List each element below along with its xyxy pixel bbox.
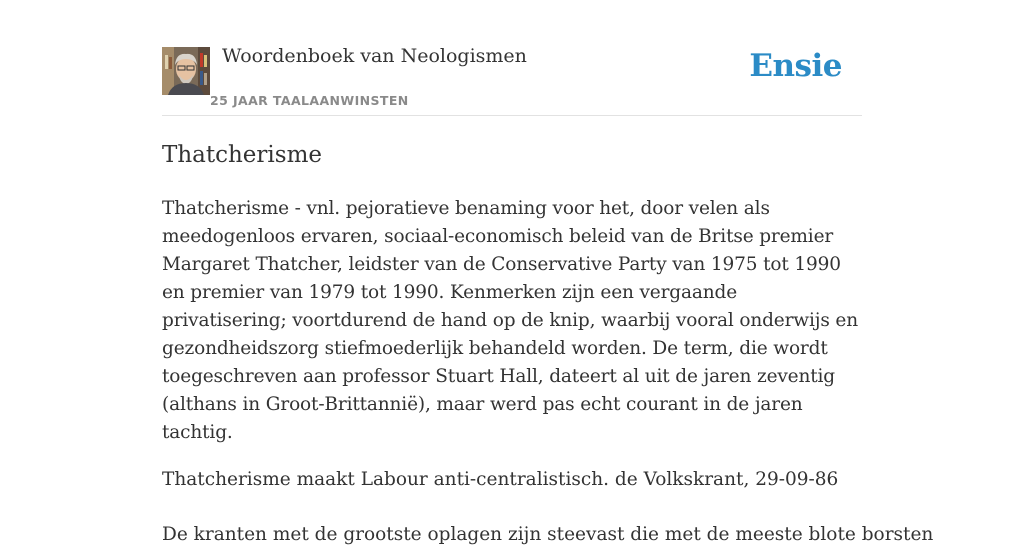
blog-header [162,0,862,116]
article-paragraph-quote: De kranten met de grootste oplagen zijn steevast die met de meeste blote borsten [162,524,934,545]
article-paragraph-definition: Thatcherisme - vnl. pejoratieve benaming voor het, door velen als meedogenloos ervaren, sociaal-economisch beleid van de Britse premier Margaret Thatcher, leidster van de Conservative Party van 1975 tot 1990 en premier van 1979 tot 1990. Kenmerken zijn een vergaande privatisering; voortdurend de hand op de knip, waarbij vooral onderwijs en gezondheidszorg stiefmoederlijk behandeld worden. De term, die wordt toegeschreven aan professor Stuart Hall, dateert al uit de jaren zeventig (althans in Groot-Brittannië), maar werd pas echt courant in de jaren tachtig. [162,198,858,443]
content-container [162,0,934,549]
ensie-logo[interactable]: Ensie [749,48,842,84]
author-portrait-icon [162,47,210,95]
article-paragraph-citation: Thatcherisme maakt Labour anti-centralistisch. de Volkskrant, 29-09-86 [162,469,839,490]
blog-avatar[interactable] [162,47,210,95]
blog-tagline: 25 JAAR TAALAANWINSTEN [210,93,409,108]
article-title: Thatcherisme [162,142,322,168]
blog-title[interactable]: Woordenboek van Neologismen [222,45,527,67]
